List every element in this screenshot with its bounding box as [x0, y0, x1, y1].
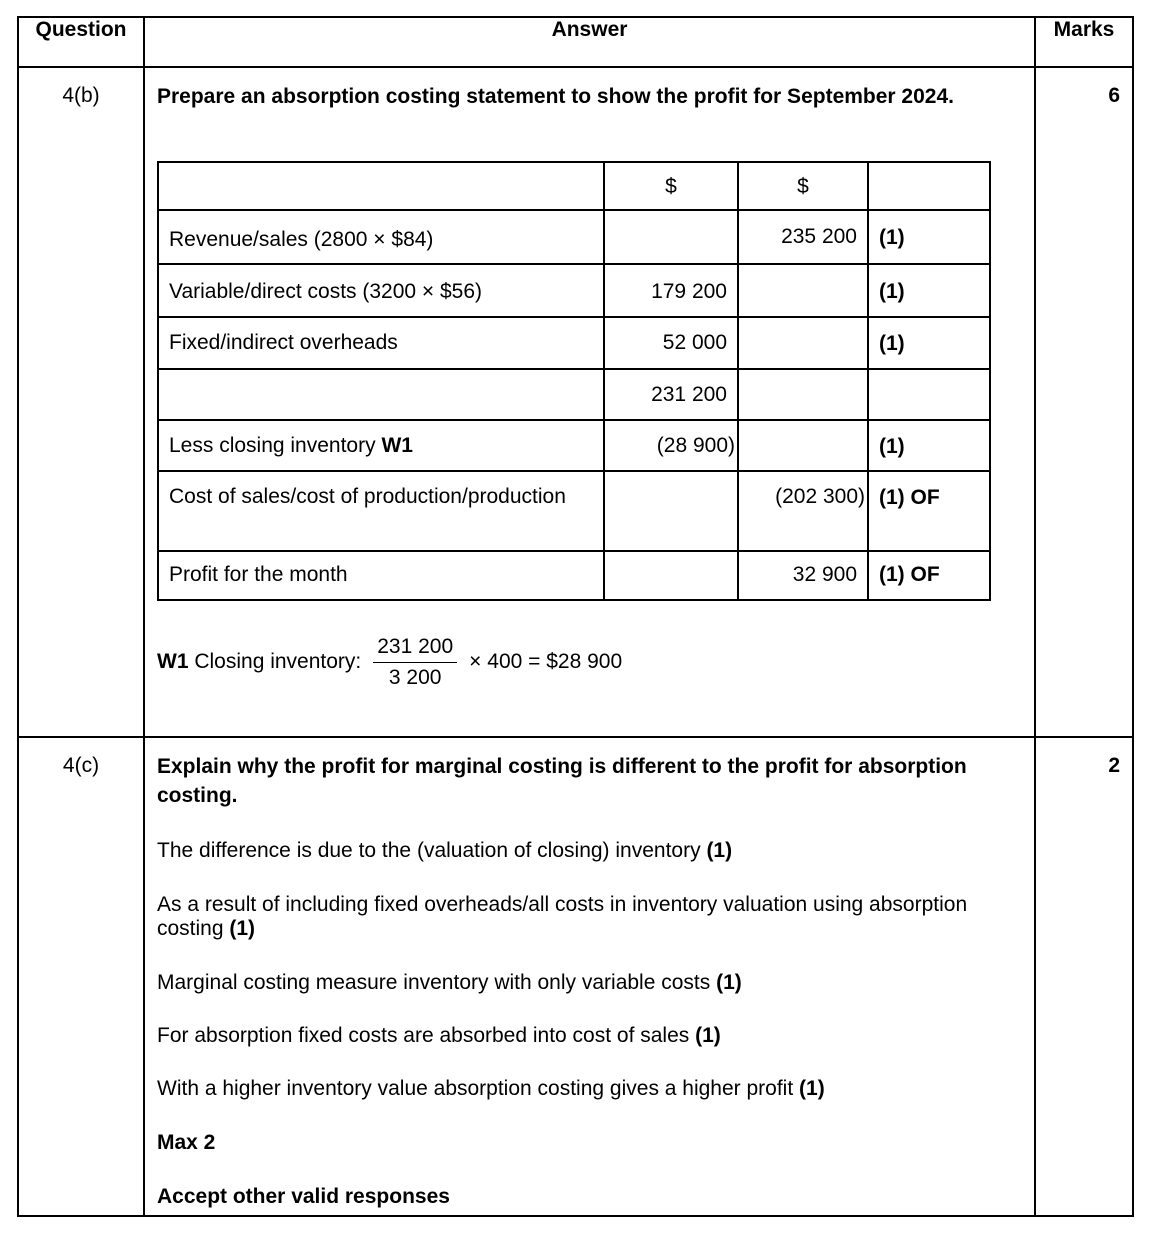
question-number: 4(c) [18, 737, 144, 1216]
statement-row-label-bold: W1 [381, 434, 413, 457]
statement-row-mark: (1) [868, 420, 990, 471]
marking-point [157, 839, 1022, 863]
question-prompt: Explain why the profit for marginal costing is different to the profit for absorption costing. [157, 755, 967, 807]
statement-header-cell: $ [604, 162, 738, 210]
fraction-denominator: 3 200 [388, 665, 442, 689]
statement-row-col2 [738, 369, 868, 420]
statement-header-row [158, 162, 990, 210]
working-tail: × 400 = $28 900 [469, 650, 623, 673]
statement-row-col1: 231 200 [604, 369, 738, 420]
header-row [18, 17, 1133, 67]
header-answer: Answer [144, 17, 1035, 67]
marking-point [157, 893, 1022, 941]
statement-row [158, 551, 990, 600]
statement-row-mark [868, 369, 990, 420]
answer-cell [144, 67, 1035, 737]
absorption-costing-statement [157, 161, 991, 601]
statement-row [158, 471, 990, 551]
marking-point [157, 1077, 1022, 1101]
answer-cell [144, 737, 1035, 1216]
question-row-4b [18, 67, 1133, 737]
marking-point-text: The difference is due to the (valuation of closing) inventory [157, 839, 707, 862]
statement-row-mark: (1) [868, 210, 990, 264]
statement-row-col1: 179 200 [604, 264, 738, 317]
statement-row-col2: (202 300) [738, 471, 868, 551]
statement-row-col1: 52 000 [604, 317, 738, 369]
statement-header-cell [868, 162, 990, 210]
marking-point-text: For absorption fixed costs are absorbed into cost of sales [157, 1024, 696, 1047]
marking-point-mark: (1) [716, 971, 742, 994]
statement-row-col2 [738, 420, 868, 471]
statement-row [158, 420, 990, 471]
statement-row [158, 210, 990, 264]
statement-row-mark: (1) OF [868, 471, 990, 551]
statement-row-label: Fixed/indirect overheads [169, 331, 398, 354]
question-row-4c [18, 737, 1133, 1216]
max-marks-note: Max 2 [157, 1131, 216, 1154]
statement-row-col2: 235 200 [738, 210, 868, 264]
statement-row [158, 369, 990, 420]
marking-point-mark: (1) [229, 917, 256, 940]
question-marks: 6 [1035, 67, 1133, 737]
statement-row-label: Profit for the month [169, 563, 348, 586]
statement-header-cell: $ [738, 162, 868, 210]
header-question: Question [18, 17, 144, 67]
question-number: 4(b) [18, 67, 144, 737]
statement-row-label: Cost of sales/cost of production/production [169, 485, 566, 508]
marking-point-text: As a result of including fixed overheads/all costs in inventory valuation using absorption costing [157, 893, 968, 940]
statement-header-cell [158, 162, 604, 210]
mark-scheme-table [17, 16, 1134, 1217]
statement-row [158, 317, 990, 369]
marking-point-mark: (1) [706, 839, 733, 862]
statement-row-col2 [738, 264, 868, 317]
working-w1 [157, 631, 1022, 693]
fraction-numerator: 231 200 [373, 635, 457, 663]
statement-row-label: Revenue/sales (2800 × $84) [169, 228, 434, 251]
marking-point-mark: (1) [799, 1077, 825, 1100]
statement-row-col1 [604, 471, 738, 551]
header-marks: Marks [1035, 17, 1133, 67]
question-marks: 2 [1035, 737, 1133, 1216]
statement-row-col2 [738, 317, 868, 369]
marking-point-text: With a higher inventory value absorption costing gives a higher profit [157, 1077, 800, 1100]
statement-row-label: Variable/direct costs (3200 × $56) [169, 280, 483, 303]
working-label-bold: W1 [157, 650, 189, 673]
statement-row-mark: (1) [868, 317, 990, 369]
question-prompt: Prepare an absorption costing statement to show the profit for September 2024. [157, 85, 954, 108]
marking-point-text: Marginal costing measure inventory with only variable costs [157, 971, 717, 994]
marking-point [157, 1024, 1022, 1048]
marking-point [157, 971, 1022, 995]
statement-row-col1: (28 900) [604, 420, 738, 471]
working-fraction [373, 635, 457, 690]
marking-point-mark: (1) [695, 1024, 721, 1047]
statement-row-col2: 32 900 [738, 551, 868, 600]
statement-row-col1 [604, 551, 738, 600]
statement-row-col1 [604, 210, 738, 264]
statement-row-mark: (1) [868, 264, 990, 317]
working-label: Closing inventory: [188, 650, 362, 673]
statement-row-label: Less closing inventory [169, 434, 382, 457]
statement-row-mark: (1) OF [868, 551, 990, 600]
statement-row [158, 264, 990, 317]
accept-note: Accept other valid responses [157, 1185, 450, 1208]
